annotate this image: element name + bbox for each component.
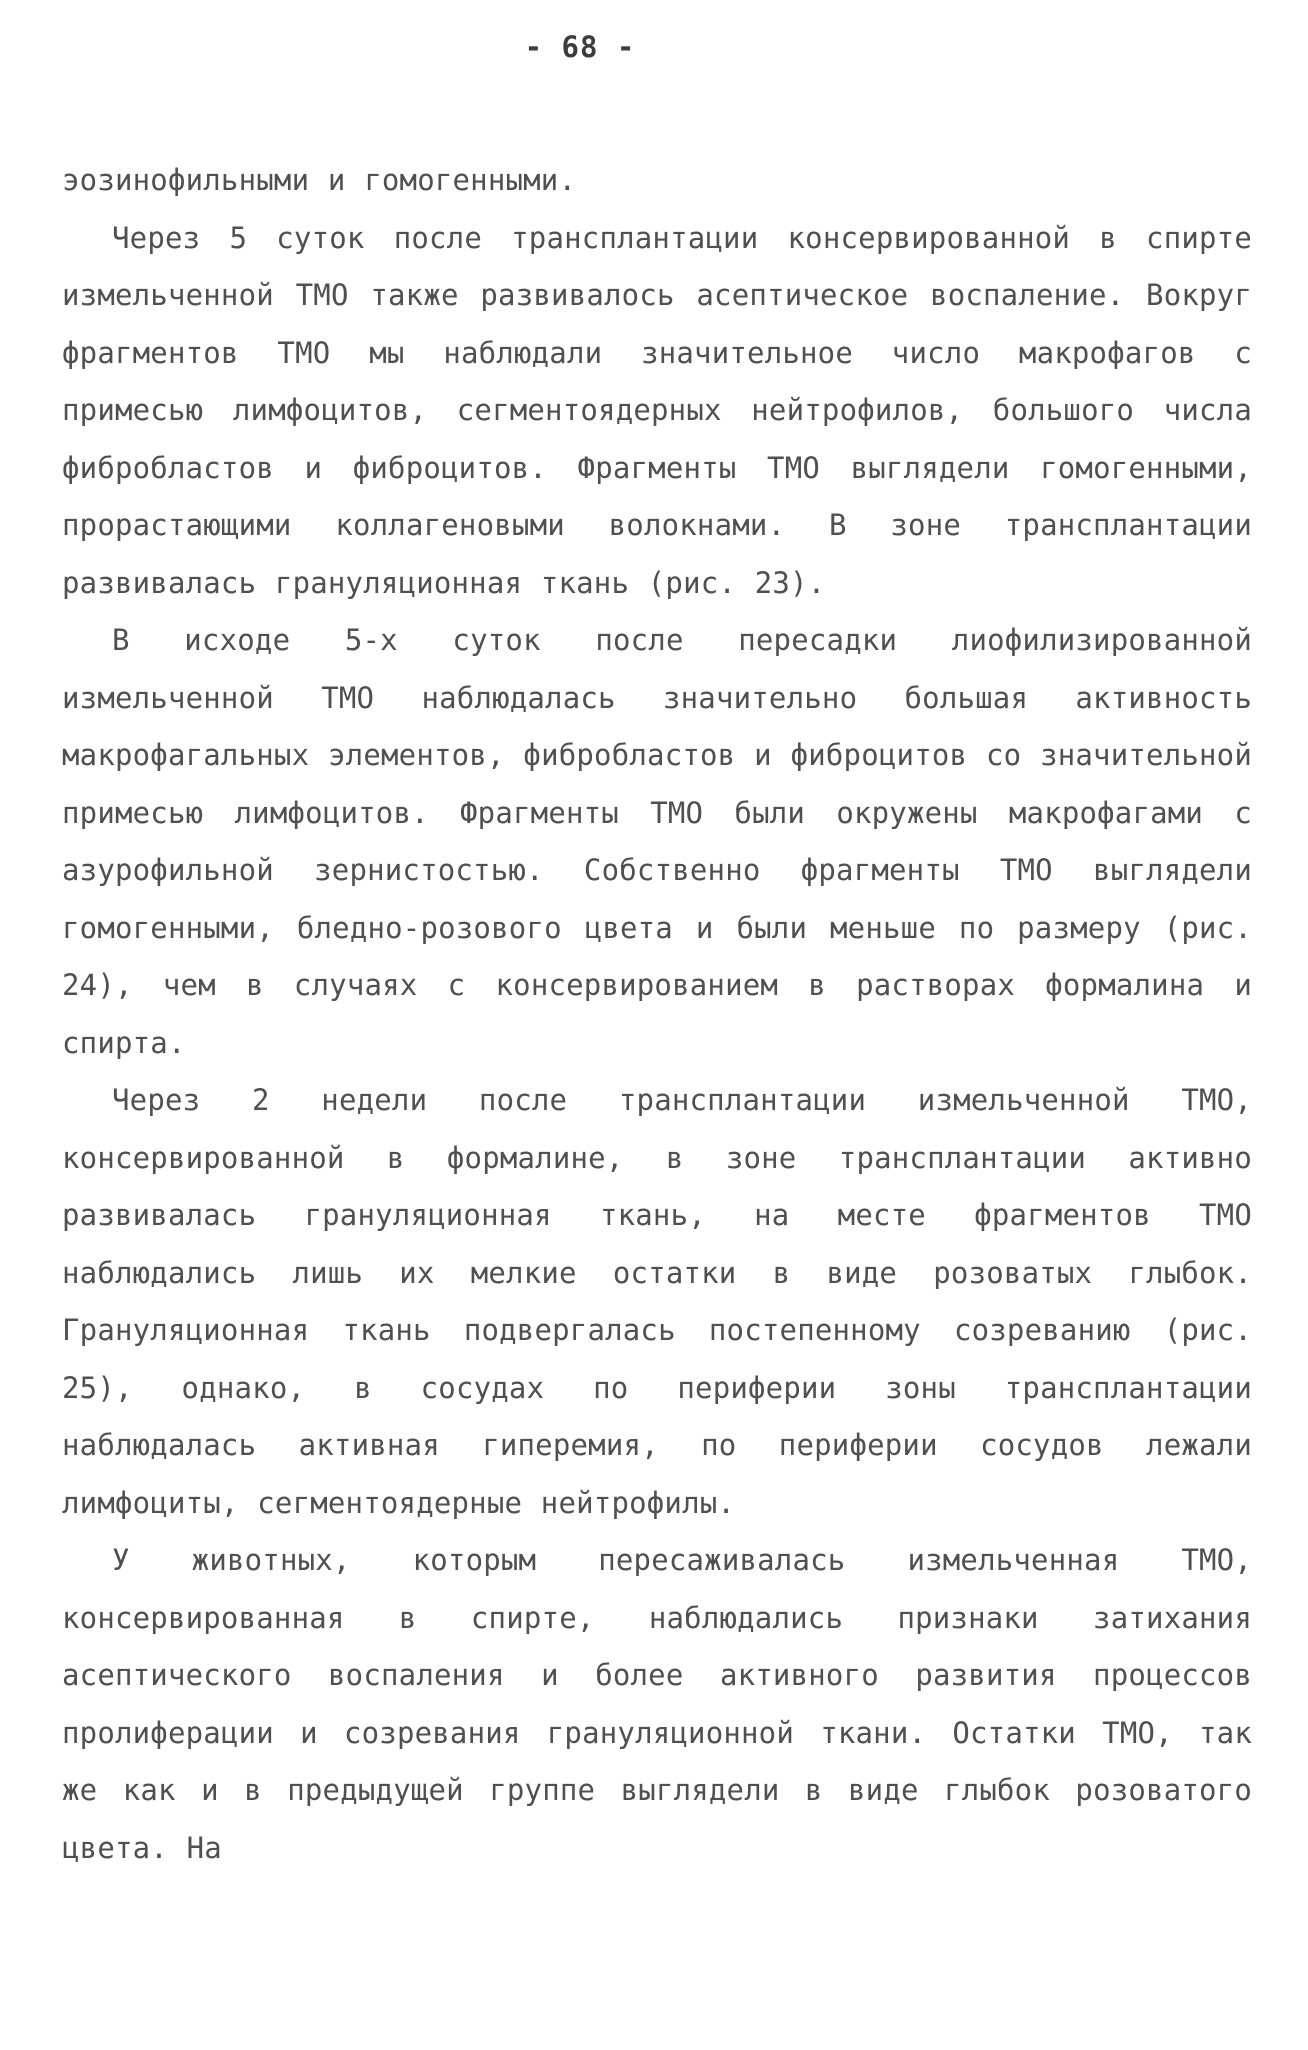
paragraph-continuation: эозинофильными и гомогенными.	[62, 163, 577, 197]
page-number: - 68 -	[524, 30, 636, 64]
body-text	[62, 152, 1252, 1877]
paragraph: У животных, которым пересаживалась измельченная ТМО, консервированная в спирте, наблюдались признаки затихания асептического воспаления и более активного развития процессов пролиферации и созревания грануляционной ткани. Остатки ТМО, так же как и в предыдущей группе выглядели в виде глыбок розоватого цвета. На	[62, 1543, 1252, 1865]
paragraph: В исходе 5-х суток после пересадки лиофилизированной измельченной ТМО наблюдалась значительно большая активность макрофагальных элементов, фибробластов и фиброцитов со значительной примесью лимфоцитов. Фрагменты ТМО были окружены макрофагами с азурофильной зернистостью. Собственно фрагменты ТМО выглядели гомогенными, бледно-розового цвета и были меньше по размеру (рис. 24), чем в случаях с консервированием в растворах формалина и спирта.	[62, 623, 1252, 1060]
paragraph: Через 5 суток после трансплантации консервированной в спирте измельченной ТМО также развивалось асептическое воспаление. Вокруг фрагментов ТМО мы наблюдали значительное число макрофагов с примесью лимфоцитов, сегментоядерных нейтрофилов, большого числа фибробластов и фиброцитов. Фрагменты ТМО выглядели гомогенными, прорастающими коллагеновыми волокнами. В зоне трансплантации развивалась грануляционная ткань (рис. 23).	[62, 220, 1252, 600]
paragraph: Через 2 недели после трансплантации измельченной ТМО, консервированной в формалине, в зоне трансплантации активно развивалась грануляционная ткань, на месте фрагментов ТМО наблюдались лишь их мелкие остатки в виде розоватых глыбок. Грануляционная ткань подвергалась постепенному созреванию (рис. 25), однако, в сосудах по периферии зоны трансплантации наблюдалась активная гиперемия, по периферии сосудов лежали лимфоциты, сегментоядерные нейтрофилы.	[62, 1083, 1252, 1520]
